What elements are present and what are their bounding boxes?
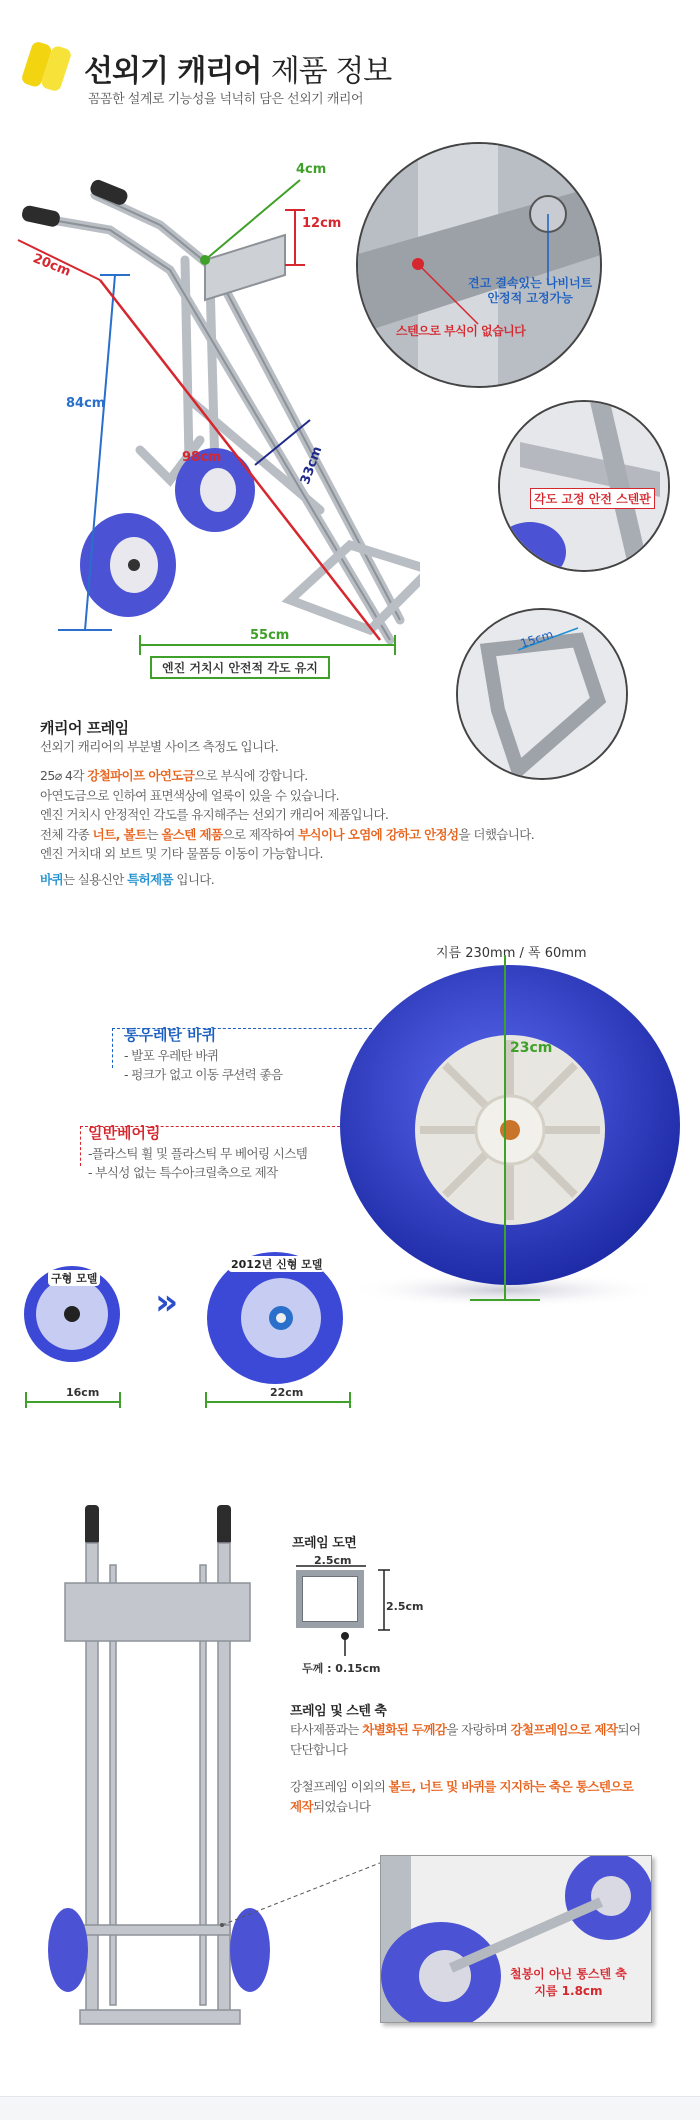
tag-urethane-line2: - 펑크가 없고 이동 쿠션력 좋음 [124, 1067, 283, 1082]
dim-23cm: 23cm [510, 1040, 553, 1056]
carrier-diagram [0, 150, 420, 680]
arrow-icon: » [155, 1282, 179, 1323]
dim-4cm: 4cm [296, 162, 327, 177]
frame-section-body: 25⌀ 4각 강철파이프 아연도금으로 부식에 강합니다. 아연도금으로 인하여 표면색상에 얼룩이 있을 수 있습니다. 엔진 거치시 안정적인 각도를 유지해주는 선외기 캐리어 제품입니다. 전체 각종 너트, 볼트는 올스텐 제품으로 제작하여 부식이나 오염에 강하고 안정성을 더했습니다. 엔진 거치대 외 보트 및 기타 물품등 이동이 가능합니다. [40, 768, 535, 861]
frame-dim-width: 2.5cm [314, 1554, 352, 1567]
detail-nut-photo [356, 142, 602, 388]
frame-thickness: 두께 : 0.15cm [302, 1662, 381, 1675]
tag-bearing-line2: - 부식성 없는 특수아크릴축으로 제작 [88, 1165, 278, 1180]
callout-stainless: 스텐으로 부식이 없습니다 [396, 324, 526, 338]
frame-dim-height: 2.5cm [386, 1600, 424, 1613]
detail-plate-photo [498, 400, 670, 572]
old-wheel-dim: 16cm [66, 1386, 100, 1399]
new-wheel-dim: 22cm [270, 1386, 304, 1399]
axle-connector-line [220, 1855, 400, 1935]
big-wheel-image [330, 955, 700, 1315]
carrier-front-view [40, 1505, 280, 2035]
dim-55cm: 55cm [250, 628, 290, 643]
dim-33cm: 33cm [297, 444, 326, 487]
header-logo-icon [18, 40, 78, 96]
callout-plate: 각도 고정 안전 스텐판 [530, 488, 655, 509]
tag-urethane-line1: - 발포 우레탄 바퀴 [124, 1048, 219, 1063]
dim-98cm: 98cm [182, 450, 222, 465]
tag-bearing-line1: -플라스틱 휠 및 플라스틱 무 베어링 시스템 [88, 1146, 308, 1161]
dim-84cm: 84cm [66, 396, 106, 411]
tag-urethane-title: 통우레탄 바퀴 [124, 1026, 217, 1044]
frame-section-title: 캐리어 프레임 [40, 719, 129, 737]
new-model-label: 2012년 신형 모델 [228, 1256, 325, 1272]
old-model-label: 구형 모델 [48, 1270, 100, 1286]
axle-section-title: 프레임 및 스텐 축 [290, 1704, 387, 1719]
callout-nut: 견고 결속있는 나비너트 안정적 고정가능 [468, 276, 593, 305]
dim-12cm: 12cm [302, 216, 342, 231]
frame-drawing-title: 프레임 도면 [292, 1536, 357, 1551]
page-subtitle: 꼼꼼한 설계로 기능성을 넉넉히 담은 선외기 캐리어 [88, 92, 364, 107]
wheel-size-label: 지름 230mm / 폭 60mm [436, 946, 587, 961]
axle-section-body: 타사제품과는 차별화된 두께감을 자랑하며 강철프레임으로 제작되어 단단합니다 강철프레임 이외의 볼트, 너트 및 바퀴를 지지하는 축은 통스텐으로 제작되었습니다 [290, 1722, 641, 1814]
page-title: 선외기 캐리어 제품 정보 [84, 54, 392, 89]
frame-section-intro: 선외기 캐리어의 부분별 사이즈 측정도 입니다. [40, 739, 279, 754]
dim-20cm: 20cm [30, 251, 73, 280]
tag-bearing-title: 일반베어링 [88, 1124, 161, 1142]
axle-callout: 철봉이 아닌 통스텐 축 지름 1.8cm [510, 1967, 627, 1998]
page-footer-strip [0, 2096, 700, 2120]
dim-15cm: 15cm [518, 627, 555, 651]
diagram-bottom-caption: 엔진 거치시 안전적 각도 유지 [150, 656, 330, 679]
wheel-patent-note: 바퀴는 실용신안 특허제품 입니다. [40, 872, 215, 887]
